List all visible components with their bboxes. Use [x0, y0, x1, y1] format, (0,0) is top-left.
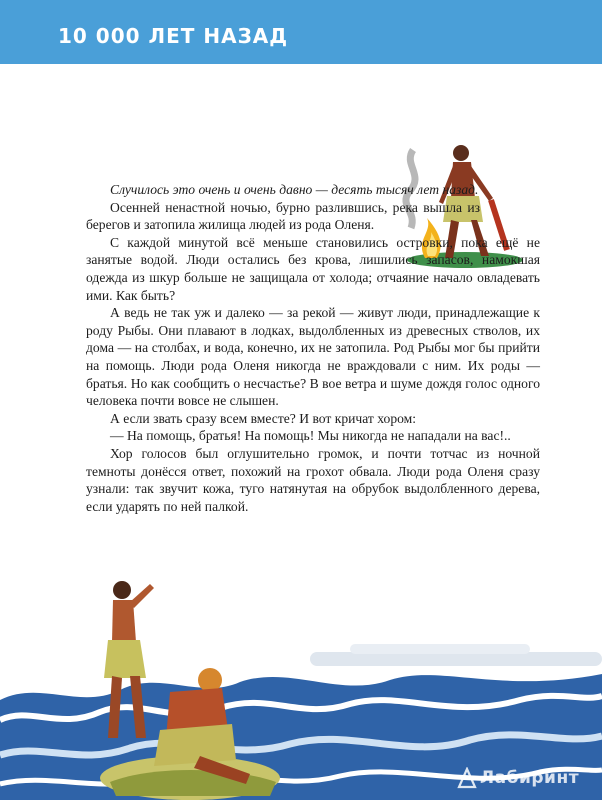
standing-man-skirt: [104, 640, 146, 678]
page-title: 10 000 ЛЕТ НАЗАД: [58, 24, 289, 48]
head: [453, 145, 469, 161]
standing-man-arm: [130, 584, 154, 608]
page-header: [0, 0, 602, 64]
kneeling-man-skirt: [154, 724, 236, 766]
standing-man-torso: [112, 600, 136, 642]
paragraph: С каждой минутой всё меньше становились островки, пока ещё не занятые водой. Люди остались без крова, лишились запасов, намокшая одежда из шкур больше не защищала от холода; отчаяние начало овладевать ими. Как быть?: [86, 234, 540, 303]
paragraph: Хор голосов был оглушительно громок, и почти тотчас из ночной темноты донёсся ответ, похожий на грохот обвала. Люди рода Оленя сразу узнали: так звучит кожа, туго натянутая на обрубок выдолбленного дерева, если ударять по ней палкой.: [86, 445, 540, 514]
men-on-rock-in-waves-illustration: [0, 570, 602, 800]
standing-man-head: [113, 581, 131, 599]
paragraph: Осенней ненастной ночью, бурно разлившись, река вышла из берегов и затопила жилища людей из рода Оленя.: [86, 199, 480, 233]
paragraph: — На помощь, братья! На помощь! Мы никогда не нападали на вас!..: [110, 428, 511, 444]
story-text: [86, 181, 540, 515]
watermark: Лабиринт: [480, 768, 580, 788]
paragraph: А если звать сразу всем вместе? И вот кричат хором:: [110, 410, 417, 426]
labirint-logo-icon: [457, 767, 477, 789]
paragraph: Случилось это очень и очень давно — десять тысяч лет назад.: [110, 182, 479, 197]
paragraph: А ведь не так уж и далеко — за рекой — живут люди, принадлежащие к роду Рыбы. Они плавают в лодках, выдолбленных из древесных стволов, их дома — на столбах, и вода, конечно, их не затопила. Род Рыбы мог бы прийти на помощь. Люди рода Оленя никогда не враждовали с ним. Их роды — братья. Но как сообщить о несчастье? В вое ветра и шуме дождя голос одного человека почти вовсе не слышен.: [86, 305, 540, 409]
